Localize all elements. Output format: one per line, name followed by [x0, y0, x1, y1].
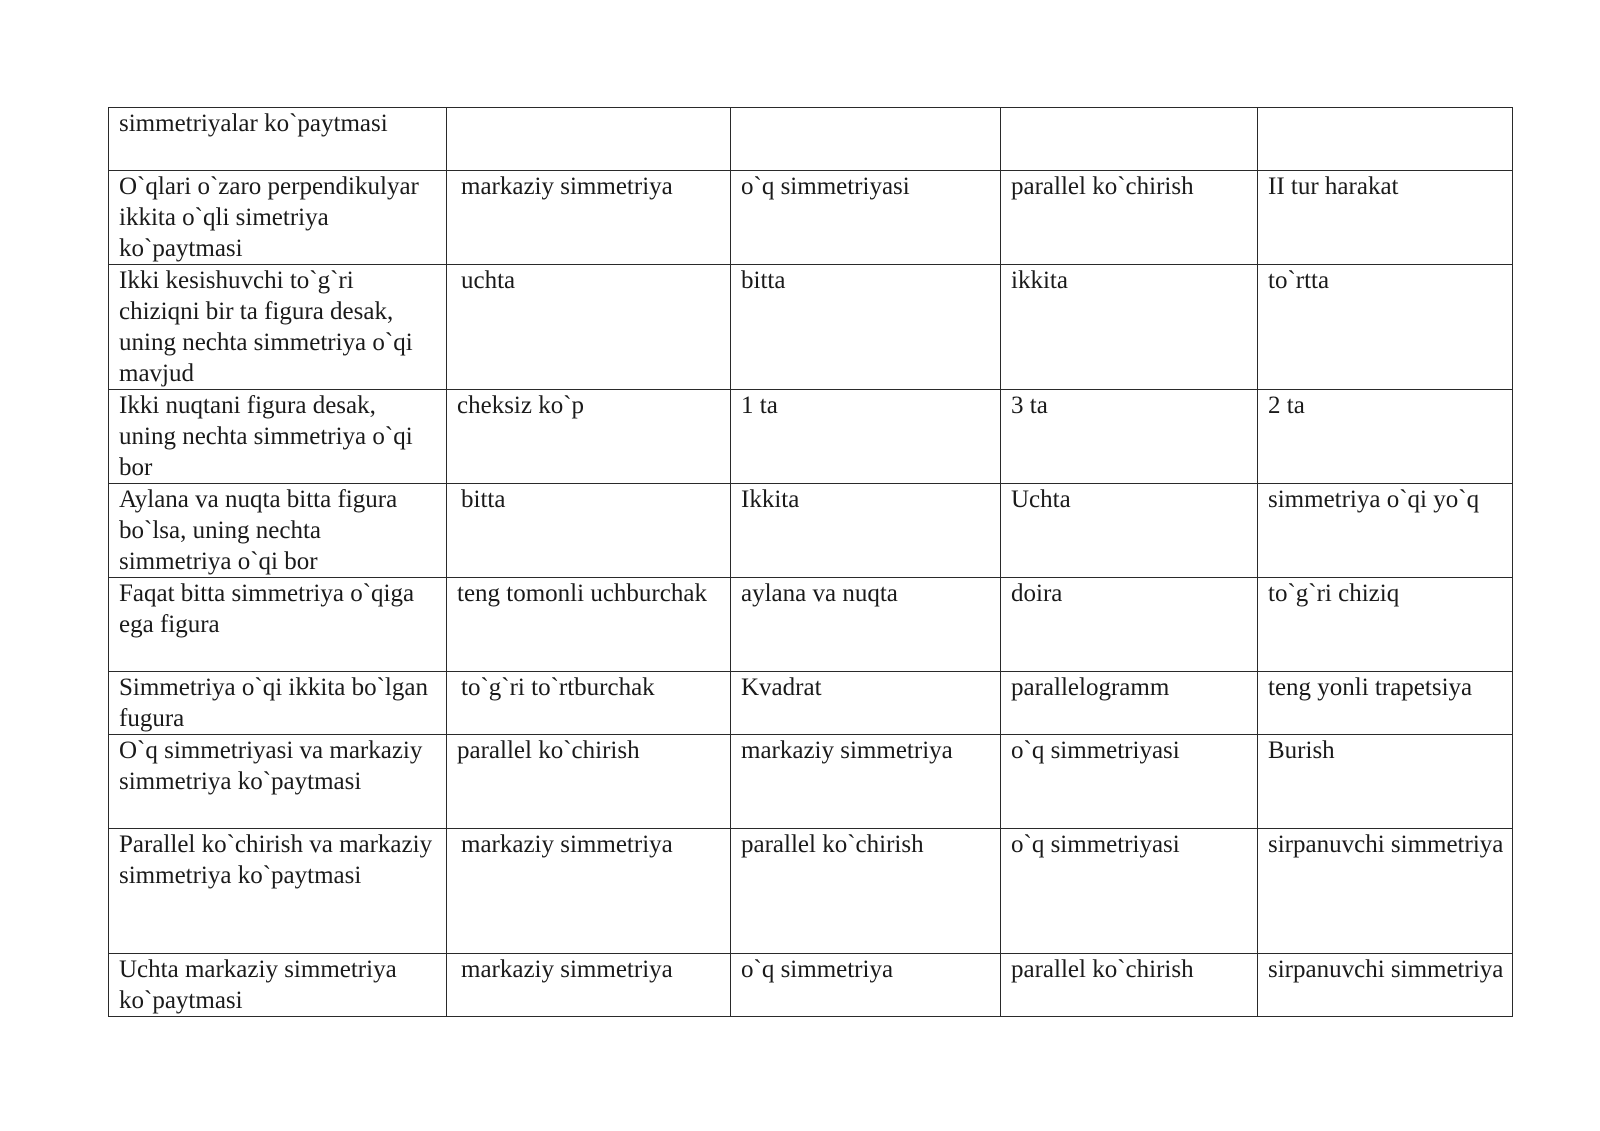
- question-text: Ikki kesishuvchi to`g`ri chiziqni bir ta figura desak, uning nechta simmetriya o`qi mavjud: [119, 267, 413, 387]
- answer-a-cell: [447, 390, 731, 484]
- quiz-table: [108, 107, 1513, 1017]
- answer-d-text: Burish: [1268, 737, 1335, 764]
- answer-b-cell: [731, 954, 1001, 1017]
- answer-c-text: Uchta: [1011, 486, 1071, 513]
- answer-b-cell: [731, 672, 1001, 735]
- answer-c-cell: [1001, 829, 1258, 954]
- answer-b-text: Ikkita: [741, 486, 800, 513]
- question-text: O`qlari o`zaro perpendikulyar ikkita o`qli simetriya ko`paytmasi: [119, 173, 419, 262]
- table-row: [109, 829, 1513, 954]
- table-row: [109, 484, 1513, 578]
- answer-a-text: markaziy simmetriya: [461, 173, 673, 200]
- answer-a-cell: [447, 578, 731, 672]
- answer-d-text: to`rtta: [1268, 267, 1330, 294]
- table-row: [109, 578, 1513, 672]
- answer-a-cell: [447, 171, 731, 265]
- answer-b-cell: [731, 265, 1001, 390]
- answer-a-text: to`g`ri to`rtburchak: [461, 674, 655, 701]
- answer-b-cell: [731, 829, 1001, 954]
- answer-d-cell: [1258, 484, 1513, 578]
- answer-d-cell: [1258, 829, 1513, 954]
- answer-d-cell: [1258, 954, 1513, 1017]
- answer-b-text: bitta: [741, 267, 786, 294]
- answer-c-text: parallelogramm: [1011, 674, 1170, 701]
- answer-a-cell: [447, 829, 731, 954]
- answer-d-text: sirpanuvchi simmetriya: [1268, 956, 1504, 983]
- question-cell: [109, 735, 447, 829]
- answer-a-text: uchta: [461, 267, 516, 294]
- question-cell: [109, 954, 447, 1017]
- answer-a-text: bitta: [461, 486, 506, 513]
- answer-c-cell: [1001, 108, 1258, 171]
- answer-c-cell: [1001, 954, 1258, 1017]
- answer-b-cell: [731, 578, 1001, 672]
- answer-b-text: 1 ta: [741, 392, 778, 419]
- answer-b-text: aylana va nuqta: [741, 580, 898, 607]
- question-text: Faqat bitta simmetriya o`qiga ega figura: [119, 580, 415, 638]
- table-row: [109, 672, 1513, 735]
- question-cell: [109, 171, 447, 265]
- question-text: simmetriyalar ko`paytmasi: [119, 110, 388, 137]
- question-cell: [109, 484, 447, 578]
- answer-d-text: simmetriya o`qi yo`q: [1268, 486, 1480, 513]
- answer-c-cell: [1001, 578, 1258, 672]
- answer-d-cell: [1258, 578, 1513, 672]
- answer-c-cell: [1001, 672, 1258, 735]
- answer-a-text: teng tomonli uchburchak: [457, 580, 707, 607]
- answer-b-cell: [731, 108, 1001, 171]
- question-cell: [109, 672, 447, 735]
- table-row: [109, 735, 1513, 829]
- table-row: [109, 954, 1513, 1017]
- answer-a-text: parallel ko`chirish: [457, 737, 640, 764]
- question-cell: [109, 829, 447, 954]
- question-text: Parallel ko`chirish va markaziy simmetriya ko`paytmasi: [119, 831, 433, 889]
- answer-c-text: ikkita: [1011, 267, 1068, 294]
- answer-c-text: o`q simmetriyasi: [1011, 737, 1180, 764]
- answer-a-cell: [447, 672, 731, 735]
- answer-c-cell: [1001, 484, 1258, 578]
- answer-d-cell: [1258, 171, 1513, 265]
- answer-b-cell: [731, 171, 1001, 265]
- question-text: O`q simmetriyasi va markaziy simmetriya ko`paytmasi: [119, 737, 423, 795]
- question-cell: [109, 578, 447, 672]
- answer-b-text: markaziy simmetriya: [741, 737, 953, 764]
- answer-a-text: markaziy simmetriya: [461, 956, 673, 983]
- answer-d-cell: [1258, 390, 1513, 484]
- answer-a-text: cheksiz ko`p: [457, 392, 585, 419]
- question-text: Aylana va nuqta bitta figura bo`lsa, uning nechta simmetriya o`qi bor: [119, 486, 398, 575]
- answer-c-cell: [1001, 171, 1258, 265]
- answer-d-cell: [1258, 672, 1513, 735]
- answer-c-text: doira: [1011, 580, 1063, 607]
- answer-d-text: sirpanuvchi simmetriya: [1268, 831, 1504, 858]
- answer-b-text: parallel ko`chirish: [741, 831, 924, 858]
- answer-c-cell: [1001, 265, 1258, 390]
- question-cell: [109, 390, 447, 484]
- answer-b-cell: [731, 390, 1001, 484]
- answer-b-cell: [731, 484, 1001, 578]
- answer-d-text: teng yonli trapetsiya: [1268, 674, 1473, 701]
- answer-c-text: parallel ko`chirish: [1011, 956, 1194, 983]
- answer-a-cell: [447, 265, 731, 390]
- question-text: Uchta markaziy simmetriya ko`paytmasi: [119, 956, 397, 1014]
- answer-c-text: o`q simmetriyasi: [1011, 831, 1180, 858]
- answer-b-text: Kvadrat: [741, 674, 822, 701]
- answer-a-text: markaziy simmetriya: [461, 831, 673, 858]
- answer-d-text: to`g`ri chiziq: [1268, 580, 1400, 607]
- answer-d-text: 2 ta: [1268, 392, 1305, 419]
- answer-c-text: parallel ko`chirish: [1011, 173, 1194, 200]
- answer-d-text: II tur harakat: [1268, 173, 1399, 200]
- answer-c-text: 3 ta: [1011, 392, 1048, 419]
- answer-a-cell: [447, 484, 731, 578]
- table-row: [109, 108, 1513, 171]
- answer-c-cell: [1001, 390, 1258, 484]
- answer-b-cell: [731, 735, 1001, 829]
- table-row: [109, 390, 1513, 484]
- question-cell: [109, 265, 447, 390]
- question-cell: [109, 108, 447, 171]
- answer-d-cell: [1258, 735, 1513, 829]
- table-row: [109, 171, 1513, 265]
- answer-a-cell: [447, 735, 731, 829]
- answer-c-cell: [1001, 735, 1258, 829]
- answer-a-cell: [447, 954, 731, 1017]
- question-text: Simmetriya o`qi ikkita bo`lgan fugura: [119, 674, 428, 732]
- answer-a-cell: [447, 108, 731, 171]
- answer-b-text: o`q simmetriya: [741, 956, 894, 983]
- question-text: Ikki nuqtani figura desak, uning nechta simmetriya o`qi bor: [119, 392, 413, 481]
- answer-d-cell: [1258, 265, 1513, 390]
- table-row: [109, 265, 1513, 390]
- answer-b-text: o`q simmetriyasi: [741, 173, 910, 200]
- answer-d-cell: [1258, 108, 1513, 171]
